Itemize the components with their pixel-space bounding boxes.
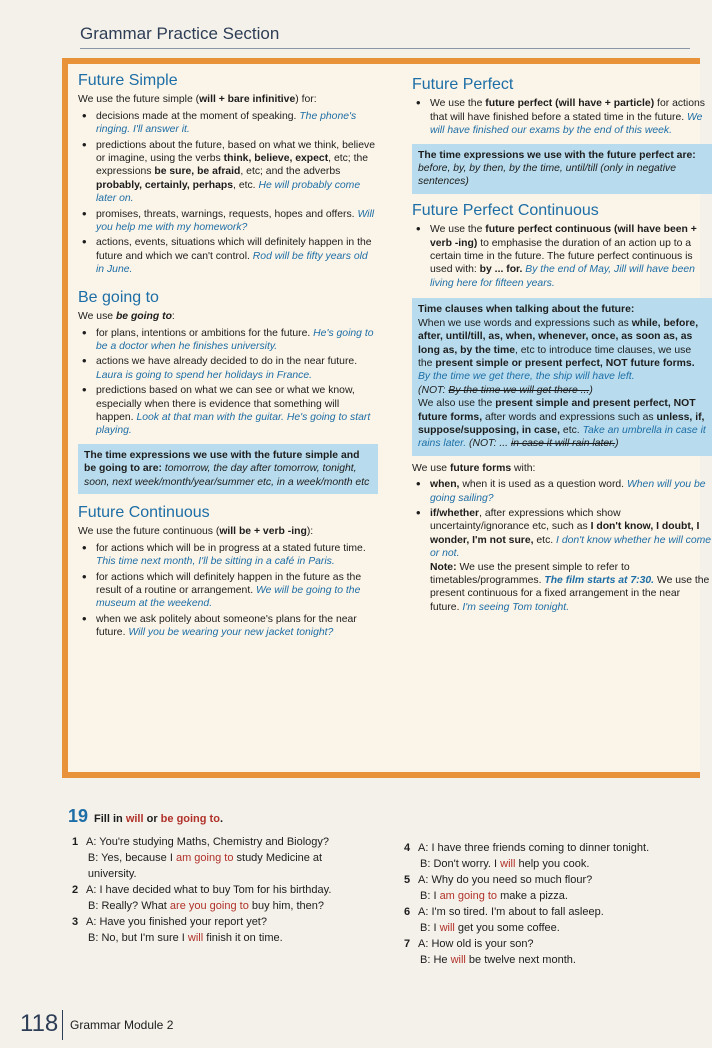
exercise-title: 19 Fill in will or be going to. xyxy=(68,806,223,826)
list-item: • actions, events, situations which will definitely happen in the future and which we can't control. Rod will be fifty years old in June. xyxy=(96,236,378,276)
exercise-item: 6 A: I'm so tired. I'm about to fall asleep. B: I will get you some coffee. xyxy=(404,906,604,934)
future-continuous-list xyxy=(78,542,378,640)
list-item: • when we ask politely about someone's plans for the near future. Will you be wearing your new jacket tonight? xyxy=(96,613,378,640)
future-forms-list xyxy=(412,478,712,614)
page-number: 118 xyxy=(20,1010,59,1037)
future-perfect-list xyxy=(412,97,712,137)
future-perfect-title: Future Perfect xyxy=(412,76,514,93)
exercise-item: 5 A: Why do you need so much flour? B: I am going to make a pizza. xyxy=(404,874,593,902)
future-simple-list xyxy=(78,110,378,277)
future-perfect-continuous-title: Future Perfect Continuous xyxy=(412,201,599,219)
exercise-item: 7 A: How old is your son? B: He will be twelve next month. xyxy=(404,938,576,966)
be-going-to-title: Be going to xyxy=(78,288,159,306)
list-item: • for plans, intentions or ambitions for the future. He's going to be a doctor when he finishes university. xyxy=(96,327,378,354)
exercise-left xyxy=(72,834,372,946)
right-column xyxy=(412,78,712,616)
list-item: • We use the future perfect (will have + particle) for actions that will have finished before a stated time in the future. We will have finished our exams by the end of this week. xyxy=(430,97,712,137)
exercise-item: 1 A: You're studying Maths, Chemistry and Biology? B: Yes, because I am going to study Medicine at university. xyxy=(72,836,330,880)
grammar-box xyxy=(62,58,712,778)
future-perfect-continuous-list xyxy=(412,223,712,290)
future-continuous-title: Future Continuous xyxy=(78,503,210,521)
exercise-item: 4 A: I have three friends coming to dinner tonight. B: Don't worry. I will help you cook. xyxy=(404,842,650,870)
future-simple-title: Future Simple xyxy=(78,72,178,89)
exercise-right xyxy=(404,840,700,968)
time-clauses-box: Time clauses when talking about the future: When we use words and expressions such as while, before, after, until/till, as, when, whenever, once, as soon as, as long as, by the time, etc to introduce time clauses, we use the present simple or present perfect, NOT future forms. By the time we get there, the ship will have left. (NOT: By the time we will get there ...) We also use the present simple and present perfect, NOT future forms, after words and expressions such as unless, if, suppose/supposing, in case, etc. Take an umbrella in case it rains later. (NOT: ... in case it will rain later.) xyxy=(412,298,712,455)
footer-divider xyxy=(62,1010,63,1040)
list-item: • actions we have already decided to do in the near future. Laura is going to spend her holidays in France. xyxy=(96,355,378,382)
time-clauses-title: Time clauses when talking about the future: xyxy=(418,304,635,316)
exercise-item: 3 A: Have you finished your report yet? B: No, but I'm sure I will finish it on time. xyxy=(72,916,283,944)
future-simple-intro: We use the future simple (will + bare infinitive) for: xyxy=(78,94,317,106)
future-perfect-tip: The time expressions we use with the future perfect are: before, by, by then, by the time, until/till (only in negative sentences) xyxy=(412,144,712,194)
list-item: • predictions about the future, based on what we think, believe or imagine, using the verbs think, believe, expect, etc; the expressions be sure, be afraid, etc; and the adverbs probably, certainly, perhaps, etc. He will probably come later on. xyxy=(96,139,378,206)
list-item: • when, when it is used as a question word. When will you be going sailing? xyxy=(430,478,712,505)
future-forms-intro: We use future forms with: xyxy=(412,462,536,474)
list-item: • promises, threats, warnings, requests, hopes and offers. Will you help me with my homework? xyxy=(96,208,378,235)
list-item: • for actions which will definitely happen in the future as the result of a routine or arrangement. We will be going to the museum at the weekend. xyxy=(96,571,378,611)
be-going-to-list xyxy=(78,327,378,438)
be-going-to-intro: We use be going to: xyxy=(78,311,175,323)
be-going-to-tip: The time expressions we use with the future simple and be going to are: tomorrow, the day after tomorrow, tonight, soon, next week/month/year/summer etc, in a week/month etc xyxy=(78,444,378,494)
page-header: Grammar Practice Section xyxy=(80,24,280,43)
exercise-item: 2 A: I have decided what to buy Tom for his birthday. B: Really? What are you going to buy him, then? xyxy=(72,884,332,912)
list-item: • We use the future perfect continuous (will have been + verb -ing) to emphasise the duration of an action up to a certain time in the future. The future perfect continuous is used with: by ... for. By the end of May, Jill will have been living here for fifteen years. xyxy=(430,223,712,290)
list-item: • decisions made at the moment of speaking. The phone's ringing. I'll answer it. xyxy=(96,110,378,137)
list-item: • predictions based on what we can see or what we know, especially when there is evidence that something will happen. Look at that man with the guitar. He's going to start playing. xyxy=(96,384,378,438)
header-rule xyxy=(80,48,690,49)
list-item: • if/whether, after expressions which show uncertainty/ignorance etc, such as I don't know, I doubt, I wonder, I'm not sure, etc. I don't know whether he will come or not. Note: We use the present simple to refer to timetables/programmes. The film starts at 7:30. We use the present continuous for a fixed arrangement in the near future. I'm seeing Tom tonight. xyxy=(430,507,712,614)
list-item: • for actions which will be in progress at a stated future time. This time next month, I'll be sitting in a café in Paris. xyxy=(96,542,378,569)
footer-module: Grammar Module 2 xyxy=(70,1018,174,1032)
left-column xyxy=(78,74,378,642)
future-continuous-intro: We use the future continuous (will be + verb -ing): xyxy=(78,526,314,538)
